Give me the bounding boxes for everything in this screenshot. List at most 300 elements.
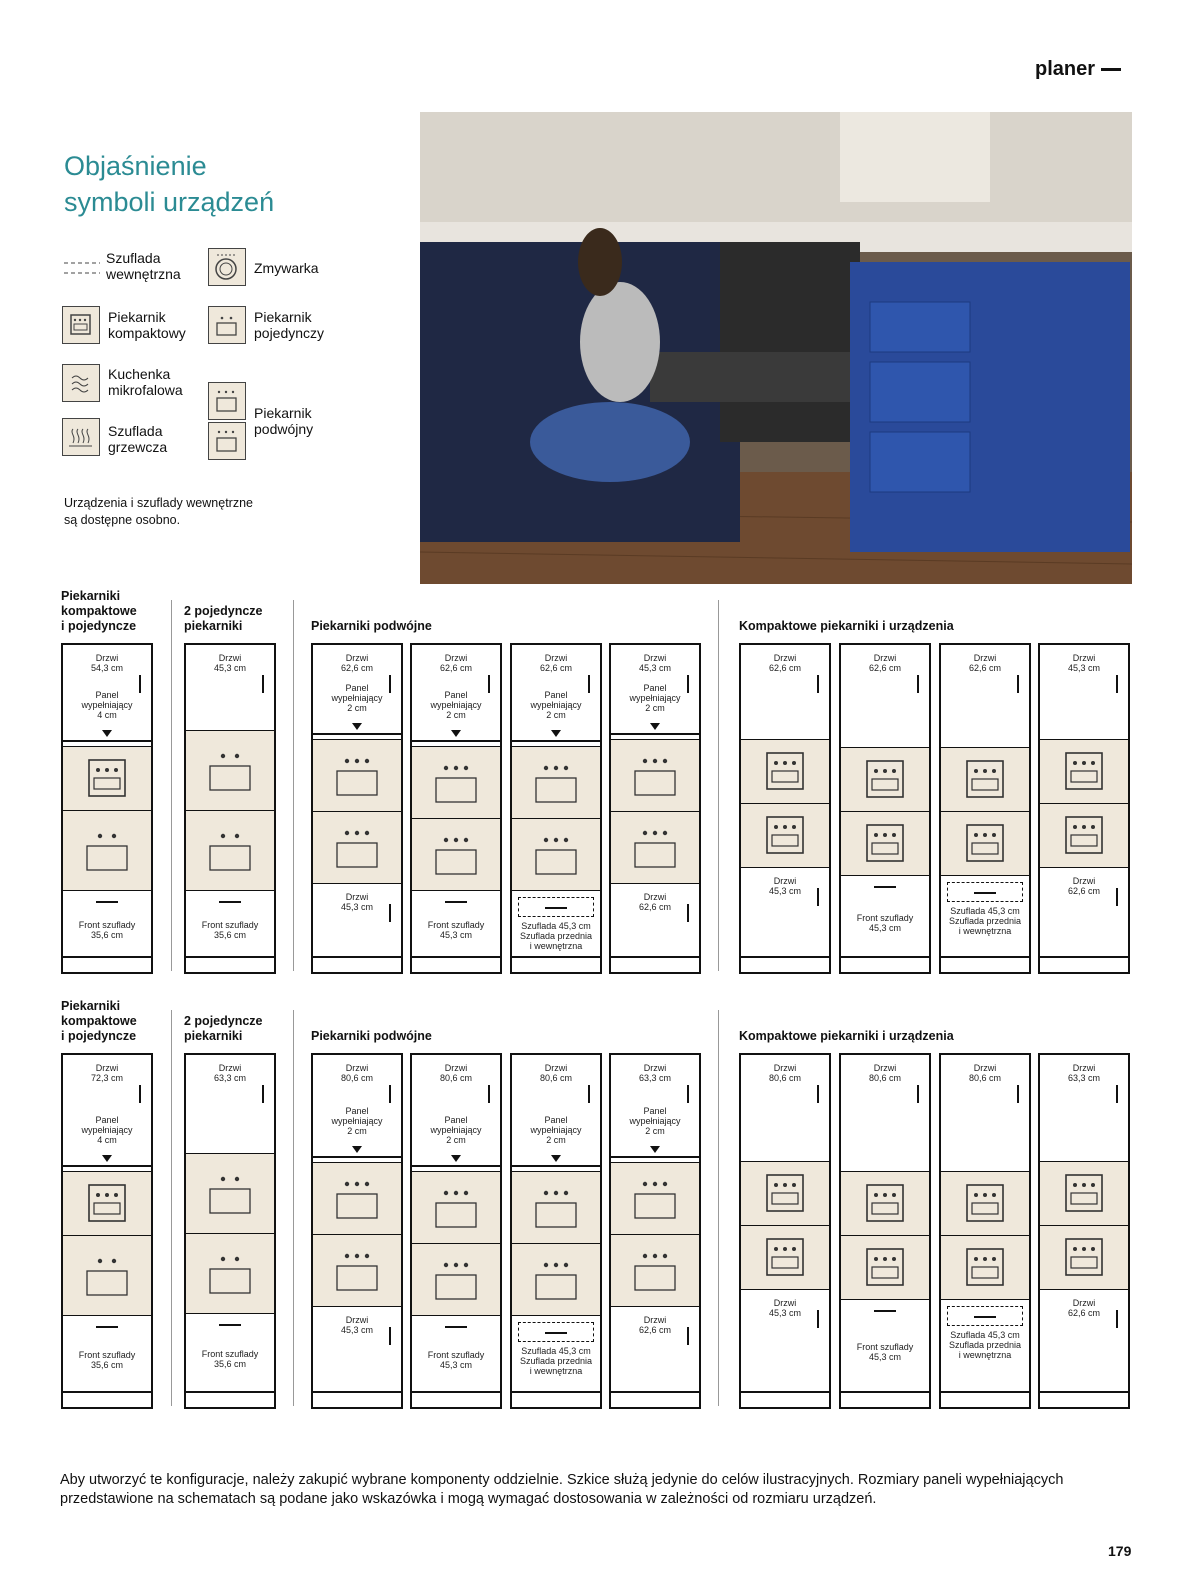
door-panel: [841, 1055, 929, 1171]
double-oven-top-icon: [208, 382, 246, 420]
door-size-text: Drzwi: [444, 653, 468, 663]
group-divider: [293, 600, 294, 971]
filler-text: 2 cm: [347, 1126, 367, 1136]
filler-arrow: [650, 723, 660, 730]
door-handle: [1116, 675, 1118, 693]
drawer-front-text: Front szuflady: [427, 920, 485, 930]
door-panel: [63, 1055, 151, 1171]
door-panel: [611, 883, 699, 960]
group-divider: [293, 1010, 294, 1406]
filler-panel-label: [611, 683, 699, 713]
filler-text: Panel: [345, 1106, 369, 1116]
door-size-label: [63, 1063, 151, 1083]
compact-oven-icon: [861, 823, 909, 865]
door-panel: [412, 645, 500, 746]
door-handle: [389, 1085, 391, 1103]
door-panel: [313, 1306, 401, 1395]
drawer-handle: [219, 901, 241, 903]
compact-oven-icon: [1060, 1173, 1108, 1215]
door-size-text: Drzwi: [345, 1315, 369, 1325]
filler-panel-line: [313, 1156, 401, 1158]
door-size-label: [512, 1063, 600, 1083]
door-size-text: Drzwi: [643, 1315, 667, 1325]
double-oven-icon: [432, 1259, 480, 1301]
footer-note: Aby utworzyć te konfiguracje, należy zakupić wybrane komponenty oddzielnie. Szkice służą jedynie do celów ilustracyjnych. Rozmiary paneli wypełniających przedstawione na schematach są podane jako wskazówka i mogą wymagać dostosowania w zależności od rozmiaru urządzeń.: [60, 1472, 1064, 1507]
filler-text: 2 cm: [546, 1135, 566, 1145]
door-size-text: Drzwi: [218, 653, 242, 663]
door-size-text: 62,6 cm: [340, 663, 373, 673]
compact-oven-cell: [941, 1171, 1029, 1235]
filler-panel-label: [512, 1115, 600, 1145]
compact-oven-icon: [961, 759, 1009, 801]
door-size-label: [1040, 1063, 1128, 1083]
double-oven-icon: [432, 1187, 480, 1229]
door-size-label: [941, 1063, 1029, 1083]
door-size-text: 62,6 cm: [439, 663, 472, 673]
filler-text: wypełniający: [430, 700, 482, 710]
double-oven-icon: [631, 1250, 679, 1292]
door-handle: [1017, 675, 1019, 693]
door-panel: [512, 645, 600, 746]
drawer-front-label: [841, 913, 929, 933]
group-title-line: kompaktowe: [61, 604, 137, 618]
door-panel: [63, 645, 151, 746]
door-size-text: Drzwi: [444, 1063, 468, 1073]
door-panel: [941, 1055, 1029, 1171]
door-handle: [1017, 1085, 1019, 1103]
tall-cabinet: [1038, 643, 1130, 974]
door-size-label: [611, 892, 699, 912]
filler-text: Panel: [544, 1115, 568, 1125]
compact-oven-icon: [861, 759, 909, 801]
filler-text: wypełniający: [629, 1116, 681, 1126]
filler-text: wypełniający: [81, 700, 133, 710]
inner-drawer-text: i wewnętrzna: [958, 926, 1012, 936]
filler-arrow: [650, 1146, 660, 1153]
drawer-front: [63, 1315, 151, 1395]
single-oven-icon: [206, 1173, 254, 1215]
door-size-text: Drzwi: [1072, 876, 1096, 886]
door-handle: [139, 1085, 141, 1103]
filler-text: wypełniający: [530, 1125, 582, 1135]
filler-panel-line: [512, 1165, 600, 1167]
cabinet-plinth: [186, 956, 274, 972]
compact-oven-cell: [1040, 1225, 1128, 1289]
inner-drawer-text: Szuflada 45,3 cm: [950, 1330, 1020, 1340]
tall-cabinet: [839, 643, 931, 974]
tall-cabinet: [939, 1053, 1031, 1409]
door-size-label: [186, 1063, 274, 1083]
double-oven-icon: [432, 834, 480, 876]
drawer-handle: [545, 907, 567, 909]
door-handle: [262, 675, 264, 693]
door-size-label: [412, 653, 500, 673]
door-size-label: [611, 1063, 699, 1083]
inner-drawer-text: Szuflada 45,3 cm: [521, 1346, 591, 1356]
filler-panel-line: [512, 740, 600, 742]
tall-cabinet: [61, 1053, 153, 1409]
double-oven-cell: [313, 739, 401, 811]
compact-oven-icon: [761, 1237, 809, 1279]
door-size-text: Drzwi: [345, 892, 369, 902]
door-size-text: 45,3 cm: [638, 663, 671, 673]
door-size-text: 80,6 cm: [340, 1073, 373, 1083]
drawer-front-text: 45,3 cm: [868, 922, 901, 933]
double-oven-icon: [333, 755, 381, 797]
door-size-text: 80,6 cm: [539, 1073, 572, 1083]
door-size-text: 45,3 cm: [340, 902, 373, 912]
tall-cabinet: [510, 1053, 602, 1409]
double-oven-icon: [631, 755, 679, 797]
door-panel: [1040, 1055, 1128, 1161]
kitchen-photo: [420, 112, 1132, 584]
internal-drawer-label: Szuflada wewnętrzna: [106, 250, 181, 282]
door-handle: [817, 675, 819, 693]
compact-oven-cell: [741, 1161, 829, 1225]
drawer-handle: [974, 1316, 996, 1318]
tall-cabinet: [184, 1053, 276, 1409]
inner-drawer-text: i wewnętrzna: [958, 1350, 1012, 1360]
door-size-label: [63, 653, 151, 673]
filler-panel-label: [611, 1106, 699, 1136]
filler-text: Panel: [95, 690, 119, 700]
filler-panel-line: [412, 740, 500, 742]
drawer-front-text: Front szuflady: [201, 920, 259, 930]
filler-text: Panel: [95, 1115, 119, 1125]
filler-panel-line: [313, 733, 401, 735]
door-handle: [817, 888, 819, 906]
door-size-label: [741, 1298, 829, 1318]
drawer-handle: [96, 901, 118, 903]
door-panel: [313, 1055, 401, 1162]
tall-cabinet: [61, 643, 153, 974]
filler-panel-label: [63, 690, 151, 720]
inner-drawer-text: Szuflada przednia: [948, 916, 1022, 926]
double-oven-cell: [412, 818, 500, 890]
compact-oven-cell: [841, 1235, 929, 1299]
inner-drawer-text: Szuflada przednia: [519, 931, 593, 941]
door-size-text: 62,6 cm: [638, 902, 671, 912]
header-dash: [1101, 68, 1121, 71]
door-size-text: Drzwi: [1072, 1298, 1096, 1308]
compact-oven-cell: [941, 747, 1029, 811]
inner-drawer: [941, 1299, 1029, 1395]
compact-oven-icon: [961, 823, 1009, 865]
cabinet-plinth: [63, 1391, 151, 1407]
group-title-line: Kompaktowe piekarniki i urządzenia: [739, 1029, 954, 1043]
drawer-handle: [874, 886, 896, 888]
group-title-double: [311, 619, 432, 634]
tall-cabinet: [939, 643, 1031, 974]
filler-arrow: [102, 1155, 112, 1162]
group-title-line: piekarniki: [184, 619, 243, 633]
door-handle: [1116, 1085, 1118, 1103]
group-title-compact_single: [61, 999, 137, 1044]
double-oven-cell: [512, 1171, 600, 1243]
door-handle: [817, 1085, 819, 1103]
door-panel: [186, 645, 274, 730]
double-oven-cell: [611, 811, 699, 883]
single-oven-cell: [186, 1153, 274, 1233]
door-handle: [488, 1085, 490, 1103]
door-size-text: Drzwi: [544, 653, 568, 663]
filler-text: Panel: [444, 690, 468, 700]
door-size-text: 80,6 cm: [968, 1073, 1001, 1083]
filler-text: wypełniający: [530, 700, 582, 710]
drawer-handle: [96, 1326, 118, 1328]
inner-drawer-text: Szuflada 45,3 cm: [950, 906, 1020, 916]
compact-oven-icon: [83, 758, 131, 800]
door-panel: [741, 867, 829, 961]
inner-drawer-label: [512, 921, 600, 951]
drawer-front-text: Front szuflady: [856, 1342, 914, 1352]
cabinet-plinth: [941, 956, 1029, 972]
door-panel: [313, 883, 401, 960]
cabinet-plinth: [841, 1391, 929, 1407]
filler-panel-line: [611, 733, 699, 735]
filler-arrow: [551, 1155, 561, 1162]
group-title-two_single: [184, 604, 263, 634]
drawer-handle: [445, 1326, 467, 1328]
double-oven-cell: [611, 1162, 699, 1234]
legend-note: Urządzenia i szuflady wewnętrzne są dostępne osobno.: [64, 496, 253, 527]
double-oven-cell: [611, 1234, 699, 1306]
door-size-text: 62,6 cm: [868, 663, 901, 673]
group-title-line: 2 pojedyncze: [184, 1014, 263, 1028]
door-size-text: Drzwi: [1072, 653, 1096, 663]
group-title-line: Piekarniki: [61, 999, 121, 1013]
single-oven-cell: [186, 810, 274, 890]
cabinet-plinth: [512, 1391, 600, 1407]
filler-text: 2 cm: [347, 703, 367, 713]
double-oven-icon: [333, 827, 381, 869]
door-panel: [1040, 645, 1128, 739]
single-oven-cell: [186, 1233, 274, 1313]
group-title-line: i pojedyncze: [61, 619, 137, 633]
inner-drawer-text: i wewnętrzna: [529, 1366, 583, 1376]
tall-cabinet: [1038, 1053, 1130, 1409]
filler-arrow: [551, 730, 561, 737]
door-size-label: [741, 876, 829, 896]
door-size-text: Drzwi: [95, 1063, 119, 1073]
microwave-icon: [62, 364, 100, 402]
door-size-text: 80,6 cm: [868, 1073, 901, 1083]
internal-drawer-icon: [62, 258, 102, 278]
door-handle: [262, 1085, 264, 1103]
filler-arrow: [352, 723, 362, 730]
filler-panel-line: [63, 740, 151, 742]
double-oven-icon: [333, 1250, 381, 1292]
door-size-text: Drzwi: [643, 1063, 667, 1073]
drawer-front-text: Front szuflady: [78, 920, 136, 930]
double-oven-cell: [313, 1162, 401, 1234]
tall-cabinet: [739, 643, 831, 974]
drawer-front-text: 35,6 cm: [90, 1360, 123, 1370]
door-handle: [1116, 888, 1118, 906]
door-size-text: Drzwi: [873, 653, 897, 663]
door-size-label: [512, 653, 600, 673]
drawer-front-text: 35,6 cm: [213, 1359, 246, 1369]
door-handle: [1116, 1310, 1118, 1328]
tall-cabinet: [410, 1053, 502, 1409]
door-size-text: Drzwi: [643, 892, 667, 902]
filler-text: 2 cm: [546, 710, 566, 720]
compact-oven-cell: [63, 746, 151, 810]
cabinet-plinth: [412, 1391, 500, 1407]
double-oven-label: Piekarnik podwójny: [254, 405, 314, 437]
door-size-text: Drzwi: [773, 1298, 797, 1308]
group-title-line: Kompaktowe piekarniki i urządzenia: [739, 619, 954, 633]
door-panel: [611, 1306, 699, 1395]
door-size-text: 62,6 cm: [968, 663, 1001, 673]
compact-oven-cell: [941, 1235, 1029, 1299]
filler-text: wypełniający: [430, 1125, 482, 1135]
filler-text: 4 cm: [97, 710, 117, 720]
door-size-label: [741, 1063, 829, 1083]
drawer-front: [412, 890, 500, 960]
tall-cabinet: [311, 1053, 403, 1409]
compact-oven-cell: [741, 1225, 829, 1289]
door-panel: [611, 1055, 699, 1162]
cabinet-plinth: [841, 956, 929, 972]
drawer-handle: [545, 1332, 567, 1334]
door-handle: [588, 1085, 590, 1103]
compact-oven-icon: [83, 1183, 131, 1225]
drawer-handle: [219, 1324, 241, 1326]
door-panel: [741, 645, 829, 739]
filler-panel-line: [63, 1165, 151, 1167]
filler-arrow: [102, 730, 112, 737]
filler-panel-line: [611, 1156, 699, 1158]
drawer-front: [412, 1315, 500, 1395]
door-size-text: Drzwi: [773, 1063, 797, 1073]
filler-arrow: [352, 1146, 362, 1153]
tall-cabinet: [609, 1053, 701, 1409]
drawer-front-text: 45,3 cm: [439, 1360, 472, 1370]
inner-drawer-text: Szuflada przednia: [948, 1340, 1022, 1350]
dishwasher-icon: [208, 248, 246, 286]
door-handle: [389, 904, 391, 922]
single-oven-icon: [206, 830, 254, 872]
drawer-front-label: [186, 920, 274, 940]
double-oven-cell: [412, 746, 500, 818]
filler-text: Panel: [345, 683, 369, 693]
group-title-line: piekarniki: [184, 1029, 243, 1043]
double-oven-cell: [611, 739, 699, 811]
cabinet-plinth: [313, 956, 401, 972]
door-size-text: Drzwi: [544, 1063, 568, 1073]
cabinet-plinth: [1040, 1391, 1128, 1407]
filler-text: 2 cm: [446, 710, 466, 720]
drawer-handle: [445, 901, 467, 903]
dishwasher-label: Zmywarka: [254, 260, 319, 276]
cabinet-plinth: [741, 1391, 829, 1407]
door-size-text: Drzwi: [218, 1063, 242, 1073]
filler-panel-label: [63, 1115, 151, 1145]
group-title-compact_single: [61, 589, 137, 634]
microwave-label: Kuchenka mikrofalowa: [108, 366, 183, 398]
cabinet-plinth: [611, 1391, 699, 1407]
cabinet-plinth: [1040, 956, 1128, 972]
compact-oven-icon: [861, 1247, 909, 1289]
single-oven-label: Piekarnik pojedynczy: [254, 309, 325, 341]
compact-oven-icon: [761, 751, 809, 793]
inner-drawer: [941, 875, 1029, 960]
door-size-label: [741, 653, 829, 673]
door-panel: [1040, 1289, 1128, 1395]
compact-oven-icon: [861, 1183, 909, 1225]
door-size-text: Drzwi: [773, 876, 797, 886]
single-oven-cell: [63, 810, 151, 890]
door-size-text: Drzwi: [345, 1063, 369, 1073]
tall-cabinet: [739, 1053, 831, 1409]
filler-text: wypełniający: [629, 693, 681, 703]
double-oven-bottom-icon: [208, 422, 246, 460]
filler-text: wypełniający: [81, 1125, 133, 1135]
tall-cabinet: [311, 643, 403, 974]
door-size-text: 80,6 cm: [439, 1073, 472, 1083]
drawer-front-text: Front szuflady: [427, 1350, 485, 1360]
group-title-line: Piekarniki podwójne: [311, 619, 432, 633]
door-size-text: 62,6 cm: [539, 663, 572, 673]
group-title-line: kompaktowe: [61, 1014, 137, 1028]
single-oven-icon: [83, 830, 131, 872]
door-panel: [741, 1289, 829, 1395]
compact-oven-icon: [761, 1173, 809, 1215]
warming-drawer-icon: [62, 418, 100, 456]
door-size-text: 45,3 cm: [1067, 663, 1100, 673]
door-size-text: 45,3 cm: [768, 1308, 801, 1318]
double-oven-cell: [512, 746, 600, 818]
single-oven-icon: [206, 1253, 254, 1295]
double-oven-icon: [532, 1259, 580, 1301]
door-size-label: [841, 1063, 929, 1083]
drawer-front-label: [63, 920, 151, 940]
door-size-text: Drzwi: [345, 653, 369, 663]
single-oven-icon: [208, 306, 246, 344]
filler-text: 2 cm: [446, 1135, 466, 1145]
door-size-label: [841, 653, 929, 673]
single-oven-icon: [206, 750, 254, 792]
door-size-text: 54,3 cm: [90, 663, 123, 673]
double-oven-cell: [313, 1234, 401, 1306]
compact-oven-cell: [1040, 1161, 1128, 1225]
door-size-text: 80,6 cm: [768, 1073, 801, 1083]
filler-text: Panel: [544, 690, 568, 700]
door-handle: [389, 1327, 391, 1345]
legend-title: Objaśnienie symboli urządzeń: [64, 151, 275, 217]
compact-oven-icon: [62, 306, 100, 344]
double-oven-cell: [512, 818, 600, 890]
compact-oven-icon: [961, 1247, 1009, 1289]
page-number: 179: [1108, 1543, 1132, 1559]
filler-text: Panel: [444, 1115, 468, 1125]
compact-oven-cell: [63, 1171, 151, 1235]
filler-panel-label: [512, 690, 600, 720]
door-size-label: [611, 1315, 699, 1335]
tall-cabinet: [609, 643, 701, 974]
inner-drawer: [512, 890, 600, 960]
single-oven-icon: [83, 1255, 131, 1297]
tall-cabinet: [839, 1053, 931, 1409]
filler-arrow: [451, 1155, 461, 1162]
drawer-front-label: [63, 1350, 151, 1370]
drawer-front-text: 35,6 cm: [213, 930, 246, 940]
door-panel: [941, 645, 1029, 747]
filler-panel-line: [412, 1165, 500, 1167]
group-title-line: 2 pojedyncze: [184, 604, 263, 618]
door-size-label: [186, 653, 274, 673]
